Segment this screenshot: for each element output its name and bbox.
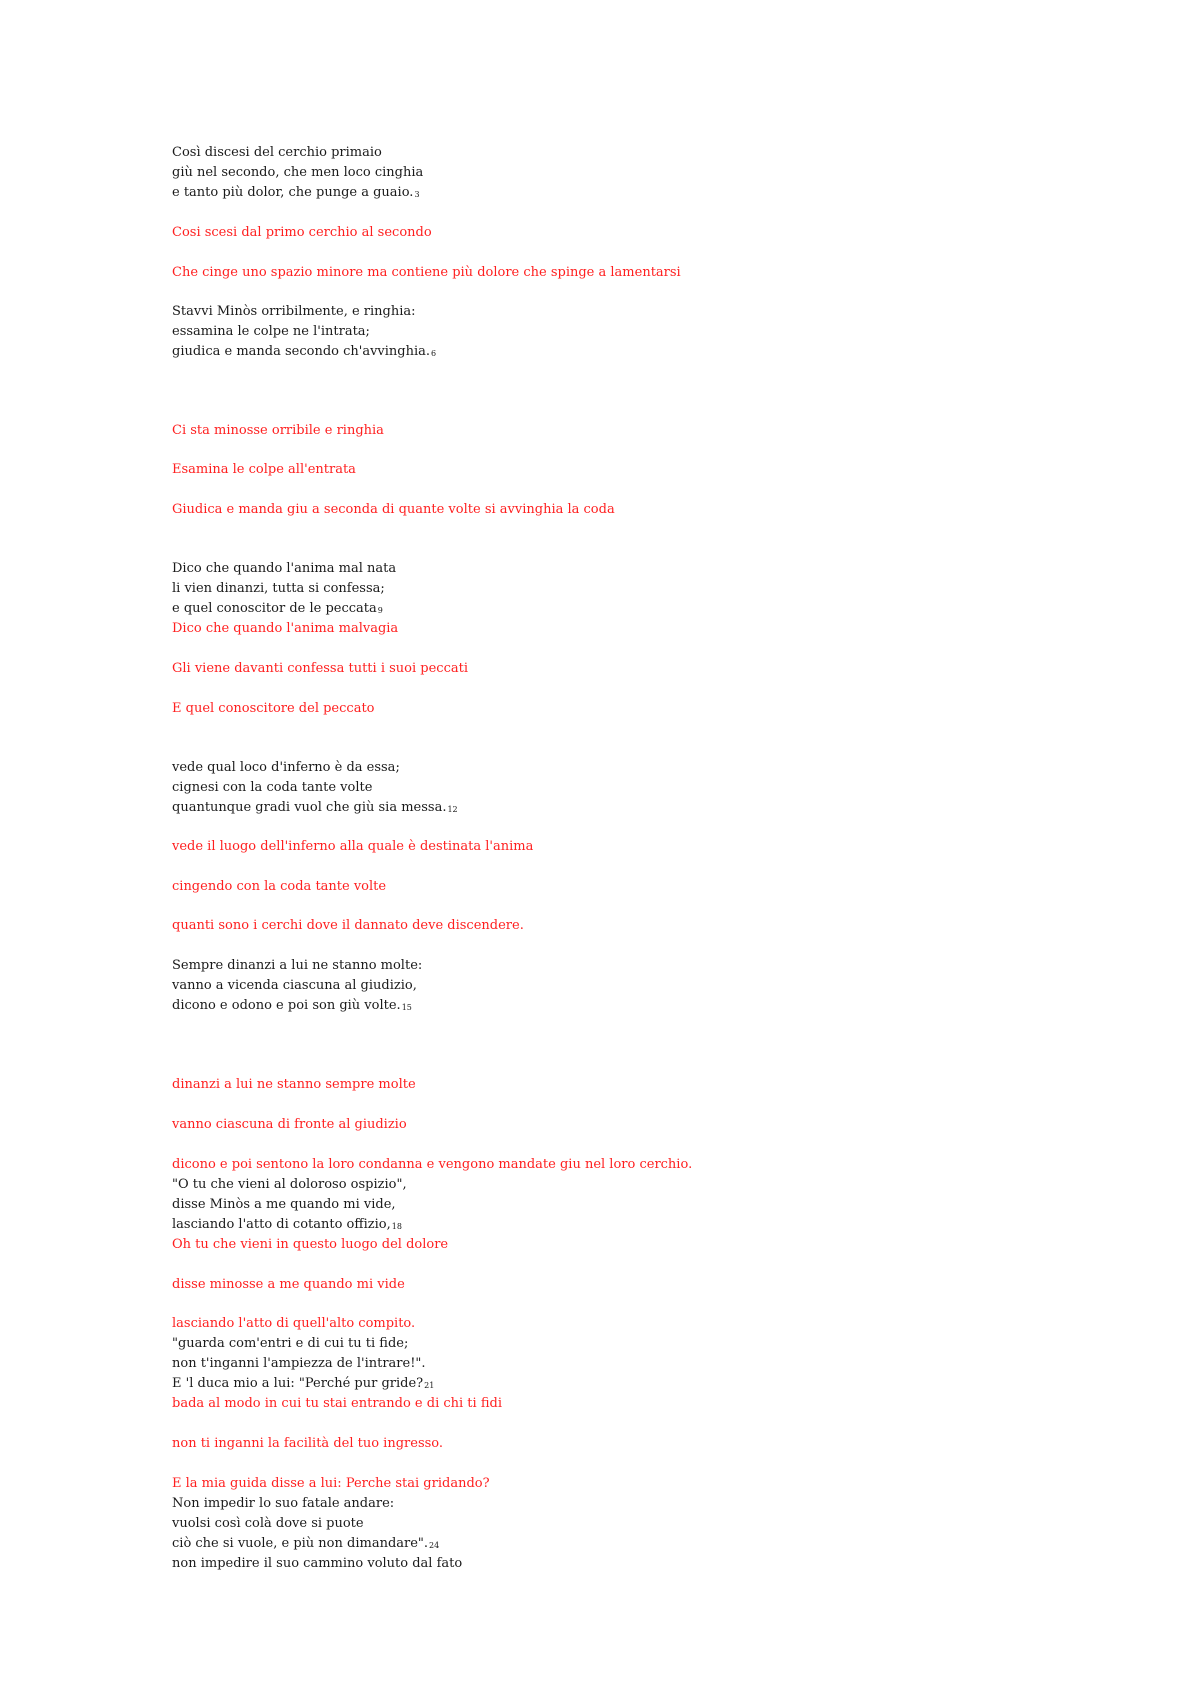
verse-line: quantunque gradi vuol che giù sia messa.12 (172, 800, 458, 815)
verse-line: e tanto più dolor, che punge a guaio.3 (172, 185, 420, 200)
verse-line: Così discesi del cerchio primaio (172, 145, 382, 160)
verse-line: giudica e manda secondo ch'avvinghia.6 (172, 344, 437, 359)
verse-number: 9 (377, 606, 383, 615)
translation-line: lasciando l'atto di quell'alto compito. (172, 1316, 416, 1331)
verse-number: 6 (431, 349, 437, 358)
verse-line: e quel conoscitor de le peccata9 (172, 601, 383, 616)
translation-line: Che cinge uno spazio minore ma contiene più dolore che spinge a lamentarsi (172, 265, 681, 280)
translation-line: non ti inganni la facilità del tuo ingresso. (172, 1436, 444, 1451)
translation-line: quanti sono i cerchi dove il dannato deve discendere. (172, 918, 524, 933)
verse-line: ciò che si vuole, e più non dimandare".24 (172, 1536, 440, 1551)
verse-line: disse Minòs a me quando mi vide, (172, 1197, 396, 1212)
document-page (172, 143, 1072, 1574)
translation-line: E quel conoscitore del peccato (172, 701, 375, 716)
verse-line: non t'inganni l'ampiezza de l'intrare!". (172, 1356, 426, 1371)
verse-line: vanno a vicenda ciascuna al giudizio, (172, 978, 417, 993)
verse-number: 18 (391, 1222, 402, 1231)
verse-line: Dico che quando l'anima mal nata (172, 561, 397, 576)
verse-line: vede qual loco d'inferno è da essa; (172, 760, 400, 775)
translation-line: Ci sta minosse orribile e ringhia (172, 423, 384, 438)
translation-line: Cosi scesi dal primo cerchio al secondo (172, 225, 432, 240)
translation-line: dicono e poi sentono la loro condanna e vengono mandate giu nel loro cerchio. (172, 1157, 693, 1172)
translation-line: vede il luogo dell'inferno alla quale è destinata l'anima (172, 839, 534, 854)
verse-line: "guarda com'entri e di cui tu ti fide; (172, 1336, 409, 1351)
verse-line: non impedire il suo cammino voluto dal fato (172, 1556, 463, 1571)
translation-line: Dico che quando l'anima malvagia (172, 621, 399, 636)
translation-line: disse minosse a me quando mi vide (172, 1277, 405, 1292)
verse-line: Non impedir lo suo fatale andare: (172, 1496, 395, 1511)
verse-line: E 'l duca mio a lui: "Perché pur gride?21 (172, 1376, 435, 1391)
translation-line: vanno ciascuna di fronte al giudizio (172, 1117, 407, 1132)
translation-line: Giudica e manda giu a seconda di quante volte si avvinghia la coda (172, 502, 615, 517)
verse-line: Stavvi Minòs orribilmente, e ringhia: (172, 304, 416, 319)
verse-number: 12 (447, 805, 458, 814)
verse-line: essamina le colpe ne l'intrata; (172, 324, 370, 339)
translation-line: cingendo con la coda tante volte (172, 879, 387, 894)
translation-line: Esamina le colpe all'entrata (172, 462, 356, 477)
verse-number: 15 (401, 1003, 412, 1012)
verse-line: Sempre dinanzi a lui ne stanno molte: (172, 958, 423, 973)
translation-line: bada al modo in cui tu stai entrando e di chi ti fidi (172, 1396, 502, 1411)
verse-line: lasciando l'atto di cotanto offizio,18 (172, 1217, 402, 1232)
verse-line: giù nel secondo, che men loco cinghia (172, 165, 424, 180)
translation-line: Oh tu che vieni in questo luogo del dolore (172, 1237, 449, 1252)
verse-line: cignesi con la coda tante volte (172, 780, 373, 795)
translation-line: E la mia guida disse a lui: Perche stai gridando? (172, 1476, 490, 1491)
verse-number: 24 (429, 1541, 440, 1550)
verse-number: 21 (424, 1381, 435, 1390)
verse-number: 3 (414, 190, 420, 199)
translation-line: dinanzi a lui ne stanno sempre molte (172, 1077, 416, 1092)
verse-line: dicono e odono e poi son giù volte.15 (172, 998, 412, 1013)
verse-line: "O tu che vieni al doloroso ospizio", (172, 1177, 407, 1192)
verse-line: li vien dinanzi, tutta si confessa; (172, 581, 385, 596)
translation-line: Gli viene davanti confessa tutti i suoi peccati (172, 661, 468, 676)
verse-line: vuolsi così colà dove si puote (172, 1516, 364, 1531)
